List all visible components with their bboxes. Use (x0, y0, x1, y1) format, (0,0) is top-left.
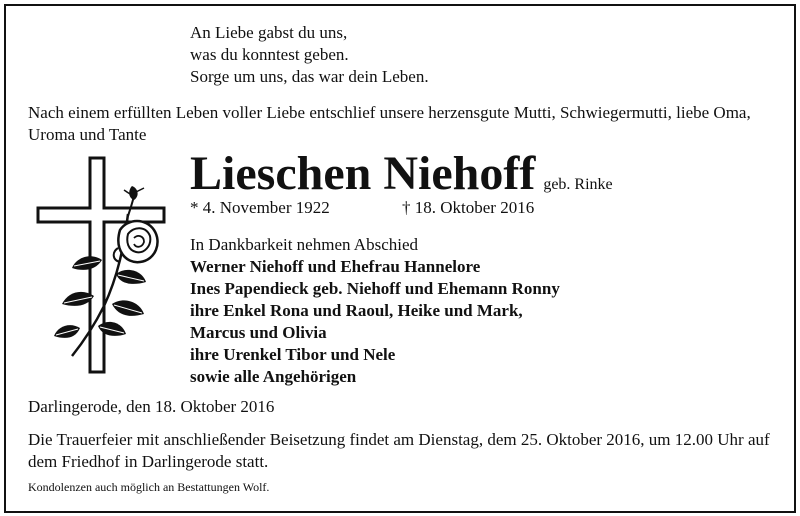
mourner-line: ihre Enkel Rona und Raoul, Heike und Mark, (190, 301, 523, 320)
intro-text: Nach einem erfüllten Leben voller Liebe entschlief unsere herzensgute Mutti, Schwiegermutti, liebe Oma, Uroma und Tante (28, 103, 751, 144)
deceased-name: Lieschen Niehoff (190, 147, 536, 200)
memorial-poem (190, 22, 429, 88)
poem-line: was du konntest geben. (190, 45, 349, 64)
obituary-notice (4, 4, 796, 513)
birth-date: * 4. November 1922 (190, 198, 330, 217)
mourners-list (190, 234, 560, 388)
mourner-line: Ines Papendieck geb. Niehoff und Ehemann Ronny (190, 279, 560, 298)
place-and-date: Darlingerode, den 18. Oktober 2016 (28, 397, 275, 416)
mourner-line: sowie alle Angehörigen (190, 367, 357, 386)
mourner-line: ihre Urenkel Tibor und Nele (190, 345, 396, 364)
poem-line: An Liebe gabst du uns, (190, 23, 348, 42)
mourner-line: Marcus und Olivia (190, 323, 327, 342)
mourners-lead: In Dankbarkeit nehmen Abschied (190, 235, 419, 254)
funeral-notice: Die Trauerfeier mit anschließender Beisetzung findet am Dienstag, dem 25. Oktober 2016, um 12.00 Uhr auf dem Friedhof in Darlingerode statt. (28, 430, 770, 471)
birth-name: geb. Rinke (543, 176, 613, 193)
deceased-name-row (190, 146, 613, 202)
poem-line: Sorge um uns, das war dein Leben. (190, 67, 429, 86)
cross-with-rose-icon (32, 156, 172, 376)
life-dates (190, 198, 535, 218)
mourner-line: Werner Niehoff und Ehefrau Hannelore (190, 257, 481, 276)
death-date: † 18. Oktober 2016 (402, 198, 535, 217)
condolences-note: Kondolenzen auch möglich an Bestattungen Wolf. (28, 480, 270, 494)
